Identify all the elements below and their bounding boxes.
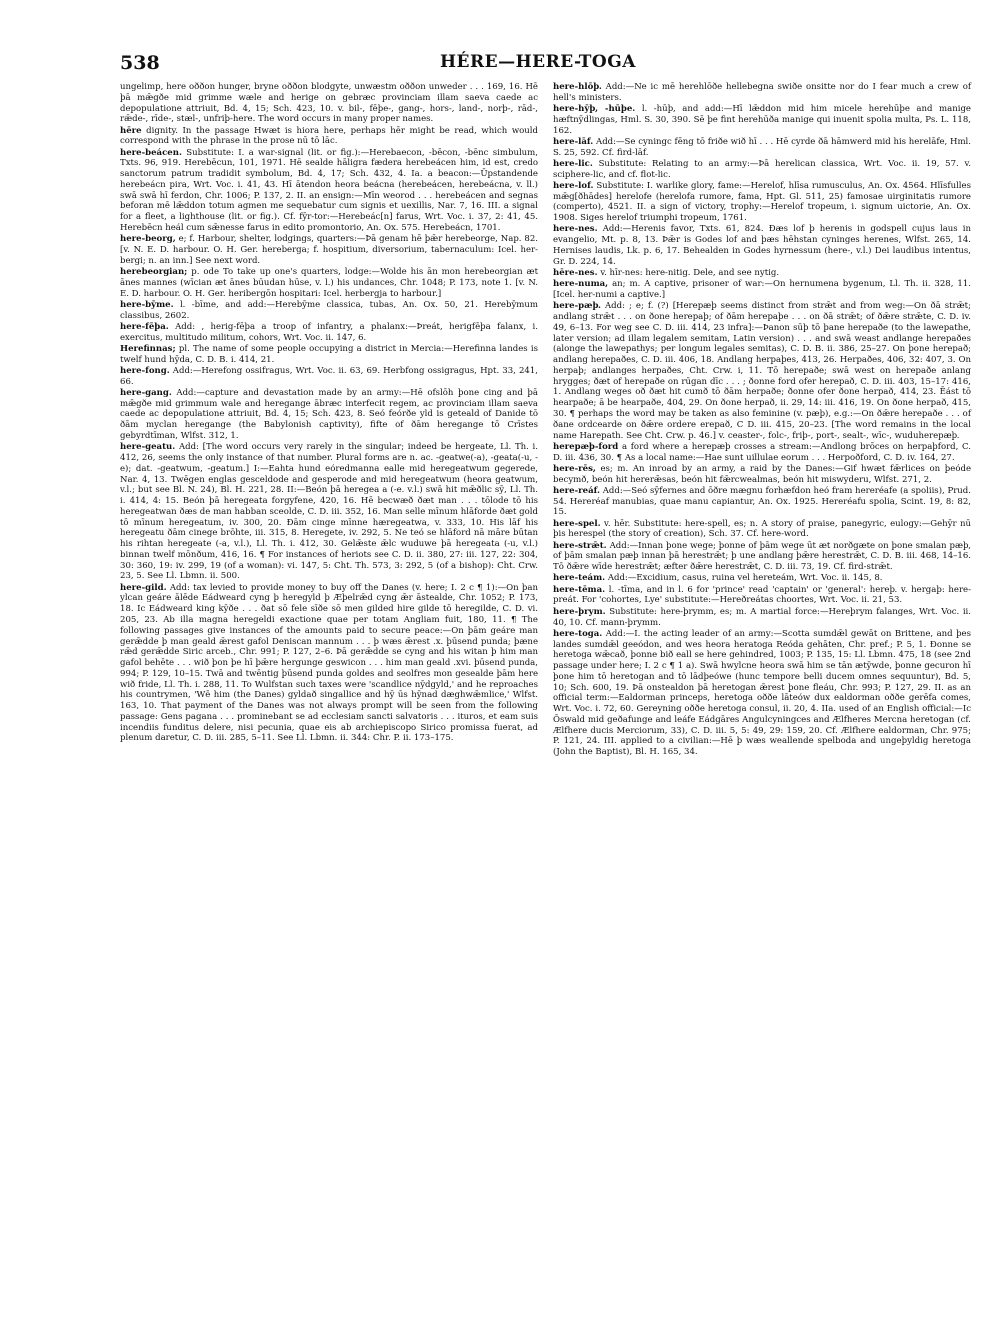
entry-text: es; m. An inroad by an army, a raid by the Danes:—Gif hwæt fǣrlices on þeóde becymð, beón hit hererǣsas, beón hit fǣrcwealmas, beón hit miswyderu, Wlfst. 271, 2. [553,463,971,485]
entry-text: Add:—I. the acting leader of an army:—Scotta sumdǣl gewāt on Brittene, and þes landes sumdǣl geeódon, and wes heora heratoga Reóda gehāten, Chr. pref.; P. 5, 1. Ðonne se heretoga wǣcað, þonne bið eall se here gehindred, 1003; P. 135, 15: Ll. Lbmn. 475, 18 (see 2nd passage under here; I. 2 c ¶ 1 a). Swā hwylcne heora swā him se tān ætȳwde, þonne gecuron hī þone him tō heretogan and tō lādþeówe (hunc tempore belli ducem omnes sequuntur), Bd. 5, 10; Sch. 600, 19. Þā onstealdon þā heretogan ǣrest þone fleáu, Chr. 993; P. 127, 29. II. as an official term:—Ealdorman princeps, heretoga oððe lāteów dux ealdorman oððe gerēfa comes, Wrt. Voc. i. 72, 60. Gereyning oððe heretoga consul, ii. 20, 4. IIa. used of an English official:—Ic Ōswald mid geðafunge and leáfe Eádgāres Angulcyningces and Ælfheres Mercna heretogan (cf. Ælfhere ducis Merciorum, 33), C. D. iii. 5, 5: 49, 29: 159, 20. Cf. Ælfhere ealdorman, Chr. 975; P. 121, 24. III. applied to a civilian:—Hē þ wæs weallende spelboda and ungeþyldig heretoga (John the Baptist), Bl. H. 165, 34. [553,628,972,758]
entry-text: Add:—Seó sȳfernes and ōðre mægnu forhæfdon heó fram hereréafe (a spoliis), Prud. 54. Hereréaf manubias, quae manu capiantur, An. Ox. 1925. Hereréafu spolia, Scint. 19, 8: 82, 15. [553,485,971,518]
page-number: 538 [120,52,160,74]
headword: here-hlōþ. [553,82,602,92]
dictionary-entry [120,366,538,388]
headword: here-gang. [120,387,172,398]
dictionary-entry [553,464,971,486]
dictionary-entry [553,159,971,181]
dictionary-entry [553,442,971,464]
dictionary-entry [553,519,971,541]
entry-text: l. -tīma, and in l. 6 for 'prince' read 'captain' or 'general': hereþ. v. hergaþ: here-preát. For 'cohortes, Lye' substitute:—Hereðreátas choortes, Wrt. Voc. ii. 21, 53. [553,584,971,606]
headword: here-pæþ. [553,301,601,312]
dictionary-entry [120,82,538,125]
dictionary-entry [553,104,971,136]
dictionary-entry [553,181,971,224]
entry-text: ungelimp, here oððon hunger, bryne oððon blodgyte, unwæstm oððon unweder . . . 169, 16. Hē þā mǣgðe mid grimme wæle and herige on gebræc provinciam illam saeva caede ac depopulatione attriuit, Bd. 4, 15; Sch. 423, 10. v. bil-, fēþe-, gang-, hors-, land-, norþ-, rād-, rǣde-, rīde-, stæl-, unfriþ-here. The word occurs in many proper names. [120,82,538,125]
headword: here-hȳþ, -hūþe. [553,104,636,115]
dictionary-entry [553,629,971,758]
entry-text: Substitute: here-þrymm, es; m. A martial force:—Hereþrym falanges, Wrt. Voc. ii. 40, 10. Cf. mann-þrymm. [553,606,972,628]
entry-text: Add: [The word occurs very rarely in the singular; indeed be hergeate, Ll. Th. i. 412, 26, seems the only instance of that number. Plural forms are n. ac. -geatwe(-a), -geata(-u, -e); dat. -geatwum, -geatum.] I:—Eahta hund eóredmanna ealle mid heregeatwum gegerede, Nar. 4, 13. Twēgen englas gesceldode and gesperode and mid heregeatwum (heora geatwum, v.l.; but see Bl. N. 24), Bl. H. 221, 28. II:—Beón þā heregea a (-e. v.l.) swā hit mǣðlic sȳ, Ll. Th. i. 414, 4: 15. Beón þā heregeata forgyfene, 420, 16. Hē becwæð ðæt man . . . tōlode tō his heregeatwan ðæs de man habban sceolde, C. D. iii. 352, 16. Man selle mīnum hlāforde ðæt gold tō mīnum heregeatum, iv. 300, 20. Ðām cinge mīnne hæregeatwa, v. 333, 10. His lāf his heregeatu ðām cinege brōhte, iii. 315, 8. Heregete, iv. 292, 5. Ne teó se hlāford nā māre būtan his rihtan heregeate (-a, v.l.), Ll. Th. i. 412, 30. Gelǣste ǣlc wuduwe þā heregeata (-u, v.l.) binnan twelf mōnðum, 416, 16. ¶ For instances of heriots see C. D. ii. 380, 27: iii. 127, 22: 304, 30: 360, 19: iv. 299, 19 (of a woman): vi. 147, 5: Cht. Th. 573, 3: 292, 5 (of a bishop): Cht. Crw. 23, 5. See Ll. Lbmn. ii. 500. [120,442,539,582]
dictionary-entry [120,442,538,582]
headword: herebeorgian; [120,267,188,278]
entry-text: a ford where a herepæþ crosses a stream:—Andlong brōces on herpaþford, C. D. iii. 436, 30. ¶ As a local name:—Hae sunt uillulae eorum . . . Herpoðford, C. D. iv. 164, 27. [553,441,972,463]
headword: here-gild. [120,582,167,593]
dictionary-entry [553,607,971,629]
headword: here-bȳme. [120,299,174,310]
dictionary-entry [120,583,538,744]
headword: here-numa, [553,279,609,290]
right-column [553,82,971,758]
entry-text: Add:—Innan þone wege; þonne of þām wege ūt æt norðgæte on þone smalan pæþ, of þām smalan pæþ innan þā herestrǣt; þ une andlang þǣre herestrǣt, C. D. B. iii. 468, 14–16. Tō ðǣre wīde herestrǣt; æfter ðǣre herestrǣt, C. D. iii. 73, 19. Cf. fird-strǣt. [553,540,972,573]
headword: here-rēs, [553,463,596,474]
entry-text: v. hīr-nes: here-nitig. Dele, and see nytig. [600,268,780,279]
headword: here-lāf. [553,136,594,147]
running-title: HÉRE—HERE-TOGA [440,52,636,72]
headword: here-lic. [553,158,593,169]
headword: hēre [120,125,142,136]
dictionary-entry [553,268,971,279]
entry-text: Add:—Ne ic mē herehlōðe hellebegna swiðe onsitte nor do I fear much a crew of hell's ministers. [553,82,971,103]
dictionary-entry [553,585,971,607]
entry-text: v. hēr. Substitute: here-spell, es; n. A story of praise, panegyric, eulogy:—Gehȳr nū þis herespel (the story of creation), Sch. 37. Cf. here-word. [553,518,972,540]
dictionary-entry [120,344,538,366]
dictionary-entry [553,224,971,267]
entry-text: e; f. Harbour, shelter, lodgings, quarters:—Þā genam hē þǣr herebeorge, Nap. 82. [v. N. E. D. harbour. O. H. Ger. hereberga; f. hospitium, diversorium, tabernaculum: Icel. her-bergi; n. an inn.] See next word. [120,234,539,266]
headword: here-fong. [120,365,170,376]
dictionary-entry [553,486,971,518]
dictionary-entry [553,137,971,159]
entry-text: Add:—Herenis favor, Txts. 61, 824. Ðæs lof þ herenis in godspell cujus laus in evangelio, Mt. p. 8, 13. Þǣr is Godes lof and þæs hēhstan cyninges herenes, Wlfst. 265, 14. Hernises laudis, Lk. p. 6, 17. Behealden in Godes hyrnessum (here-, v.l.) Dei laudibus intentus, Gr. D. 224, 14. [553,224,972,267]
headword: here-teám. [553,573,606,584]
dictionary-entry [120,126,538,148]
headword: herepæþ-ford [553,441,619,452]
entry-text: Add: , herig-fēþa a troop of infantry, a phalanx:—Þreát, herigfēþa falanx, i. exercitus, multitudo militum, cohors, Wrt. Voc. ii. 147, 6. [120,321,538,343]
headword: here-beácen. [120,147,182,158]
dictionary-entry [120,234,538,266]
dictionary-entry [120,267,538,299]
headword: here-lof. [553,180,594,191]
headword: here-beorg, [120,234,176,245]
headword: here-tēma. [553,584,606,595]
dictionary-entry [553,82,971,104]
dictionary-entry [553,301,971,441]
dictionary-entry [553,541,971,573]
dictionary-entry [120,322,538,344]
entry-text: Substitute: I. warlike glory, fame:—Herelof, hlīsa rumusculus, An. Ox. 4564. Hlīsfulles mǣg[ðhādes] herelofe (herelofa rumore, fama, Hpt. Gl. 511, 25) famosae uirginitatis rumore (comperto), 4521. II. a sign of victory, trophy:—Herelof tropeum, i. signum uictorie, An. Ox. 1908. Siges herelof triumphi tropeum, 1761. [553,180,971,224]
left-column [120,82,538,745]
entry-text: l. -bīme, and add:—Herebȳme classica, tubas, An. Ox. 50, 21. Herebȳmum classibus, 2602. [120,299,538,321]
headword: here-fēþa. [120,321,169,332]
headword: here-nes. [553,224,598,235]
headword: Herefinnas; [120,343,176,354]
headword: here-toga. [553,628,603,639]
entry-text: Add:—capture and devastation made by an army:—Hē ofslōh þone cing and þā mǣgðe mid grimmum wale and heregange ābræc interfecit regem, ac provinciam illam saeva caede ac depopulatione attriuit, Bd. 4, 15; Sch. 423, 8. Seó feórðe yld is geteald of Danide tō ðām myclan heregange (the Babylonish captivity), fifte of ðām heregange tō Crīstes gebyrdtīman, Wlfst. 312, 1. [120,387,538,441]
entry-text: Add:—Excidium, casus, ruina vel hereteám, Wrt. Voc. ii. 145, 8. [607,573,883,584]
headword: here-geatu. [120,442,176,453]
entry-text: Add: tax levied to provide money to buy off the Danes (v. here; I. 2 c ¶ 1):—On þan ylcan geáre ālēde Eádweard cyng þ heregyld þ Æþelrǣd cyng ǣr āstealde, Chr. 1052; P. 173, 18. Ic Eádweard king kȳðe . . . ðat sō fele sīðe sō men gilded hire gilde tō heregilde, C. D. vi. 205, 23. Ab illa magna heregeldi exactione quae per totam Angliam fuit, 180, 11. ¶ The following passages give instances of the amounts paid to secure peace:—On þām geáre man gerǣdde þ man geald ǣrest gafol Deniscan mannum . . . þ wæs ǣrest .x. þūsend punda; þæne rǣd gerǣdde Siric arceb., Chr. 991; P. 127, 2–6. Þā gerǣdde se cyng and his witan þ him man gafol behēte . . . wið þon þe hī þǣre hergunge geswicon . . . him man geald .xvi. þūsend punda, 994; P. 129, 10–15. Twā and twēntig þūsend punda goldes and seolfres mon gesealde þām here wið fride, Ll. Th. i. 288, 11. To Wulfstan such taxes were 'scandlice nȳdgyld,' and he reproaches his countrymen, 'Wē him (the Danes) gyldað singallice and hȳ ūs hȳnad dæghwǣmlice,' Wlfst. 163, 10. That payment of the Danes was not always prompt will be seen from the following passage: Gens pagana . . . prominebant se ad ecclesiam sancti salvatoris . . . ituros, et eam suis incendiis funditus delere, nisi pecunia, quae eis ab archiepiscopo Sirico promissa fuerat, ad plenum daretur, C. D. iii. 285, 5–11. See Ll. Lbmn. ii. 344: Chr. P. ii. 173–175. [120,582,538,744]
entry-text: pl. The name of some people occupying a district in Mercia:—Herefinna landes is twelf hund hȳda, C. D. B. i. 414, 21. [120,343,539,365]
headword: here-reáf. [553,485,600,496]
entry-text: Add: ; e; f. (?) [Herepæþ seems distinct from strǣt and from weg:—On ðā strǣt; andlang strǣt . . . on ðone herepaþ; of ðām herepaþe . . . on ðā strǣt; of ðǣre strǣte, C. D. iv. 49, 6–13. For weg see C. D. iii. 414, 23 infra]:—Þanon sūþ tō þane herepaðe (to the lawepathe, later version; ad illam legalem semitam, Latin version) . . . and swā weast andlange herepaðes (alonge the lawepathys; per longum legales semitas), C. D. B. ii. 386, 25–27. On þone herepað; andlang herepaðes, C. D. iii. 406, 18. Andlang herpaþes, 413, 26. Herpaðes, 406, 32: 407, 3. On herpaþ; andlanges herpaðes, Cht. Crw. i, 11. Tō herepaðe; swā west on herepaðe anlang hrygges; ðæt of herepaðe on rūgan dīc . . . ; ðonne ford ofer herepað, C. D. iii. 403, 15–17: 416, 1. Andlang weges oð ðæt hit cumð tō ðām herpaðe; ðonne ofer ðone herpað, 414, 23. Ēást tō hearpaðe; ā be hearpaðe, 404, 29. On ðone herpað, ii. 29, 14: iii. 416, 19. On ðone herpað, 415, 30. ¶ perhaps the word may be taken as also feminine (v. pæþ), e.g.:—On ðǣre herepaðe . . . of ðane ordcearde on ðǣre ordere erepað, C D. iii. 415, 20–23. [The word remains in the local name Harepath. See Cht. Crw. p. 46.] v. ceaster-, folc-, friþ-, port-, sealt-, wīc-, wuduherepæþ. [553,301,971,441]
dictionary-entry [553,279,971,301]
headword: here-þrym. [553,606,606,617]
dictionary-entry [120,300,538,322]
headword: here-spel. [553,518,601,529]
headword: here-strǣt. [553,540,607,551]
dictionary-entry [553,573,971,584]
entry-text: an; m. A captive, prisoner of war:—On hernumena bygenum, Ll. Th. ii. 328, 11. [Icel. her-numi a captive.] [553,279,971,301]
dictionary-entry [120,148,538,234]
entry-text: l. -hūþ, and add:—Hī lǣddon mid him micele herehūþe and manige hæftnȳdlingas, Hml. S. 30, 390. Sē þe fint herehūða manige qui inuenit spolia multa, Ps. L. 118, 162. [553,104,971,136]
entry-text: Substitute: Relating to an army:—Þā herelican classica, Wrt. Voc. ii. 19, 57. v. sciphere-lic, and cf. flot-lic. [553,158,972,180]
entry-text: p. ode To take up one's quarters, lodge:—Wolde his ān mon herebeorgian æt ānes mannes (wīcian æt ānes būudan hūse, v. l.) his undances, Chr. 1048; P. 173, note 1. [v. N. E. D. harbour. O. H. Ger. heribergōn hospitari: Icel. herbergja to harbour.] [120,267,538,299]
dictionary-entry [120,388,538,442]
entry-text: Add:—Herefong ossifragus, Wrt. Voc. ii. 63, 69. Herbfong ossigragus, Hpt. 33, 241, 66. [120,365,538,387]
headword: hēre-nes. [553,268,598,279]
entry-text: Add:—Se cyningc fēng tō friðe wið hī . . . Hē cyrde ðā hāmwerd mid his herelāfe, Hml. S. 25, 592. Cf. fird-lāf. [553,136,971,158]
entry-text: Substitute: I. a war-signal (lit. or fig.):—Herebaecon, -bēcon, -bēnc simbulum, Txts. 96, 919. Herebēcun, 101, 1971. Hē sealde hāligra fædera herebeácen him, id est, credo sanctorum patrum tradidit symbolum, Bd. 4, 17; Sch. 432, 4. Ia. a beacon:—Ūpstandende herebeácn pira, Wrt. Voc. i. 41, 43. Hī ātendon heora beácna (herebeácen, herebeácna, v. ll.) swā swā hī ferdon, Chr. 1006; P. 137, 2. II. an ensign:—Mīn weorod . . . herebeácen and segnas beforan mē lǣddon totum agmen me sequebatur cum signis et uexillis, Nar. 7, 16. III. a signal for a fleet, a lighthouse (lit. or fig.). Cf. fȳr-tor:—Herebeác[n] farus, Wrt. Voc. i. 37, 2: 41, 45. Herebēcn heál cum sǣnesse farus in edito promontorio, An. Ox. 575. Herebeácn, 1701. [120,147,539,233]
entry-text: dignity. In the passage Hwæt is hiora here, perhaps hēr might be read, which would correspond with the phrase in the prose nū tō lāc. [120,125,539,147]
